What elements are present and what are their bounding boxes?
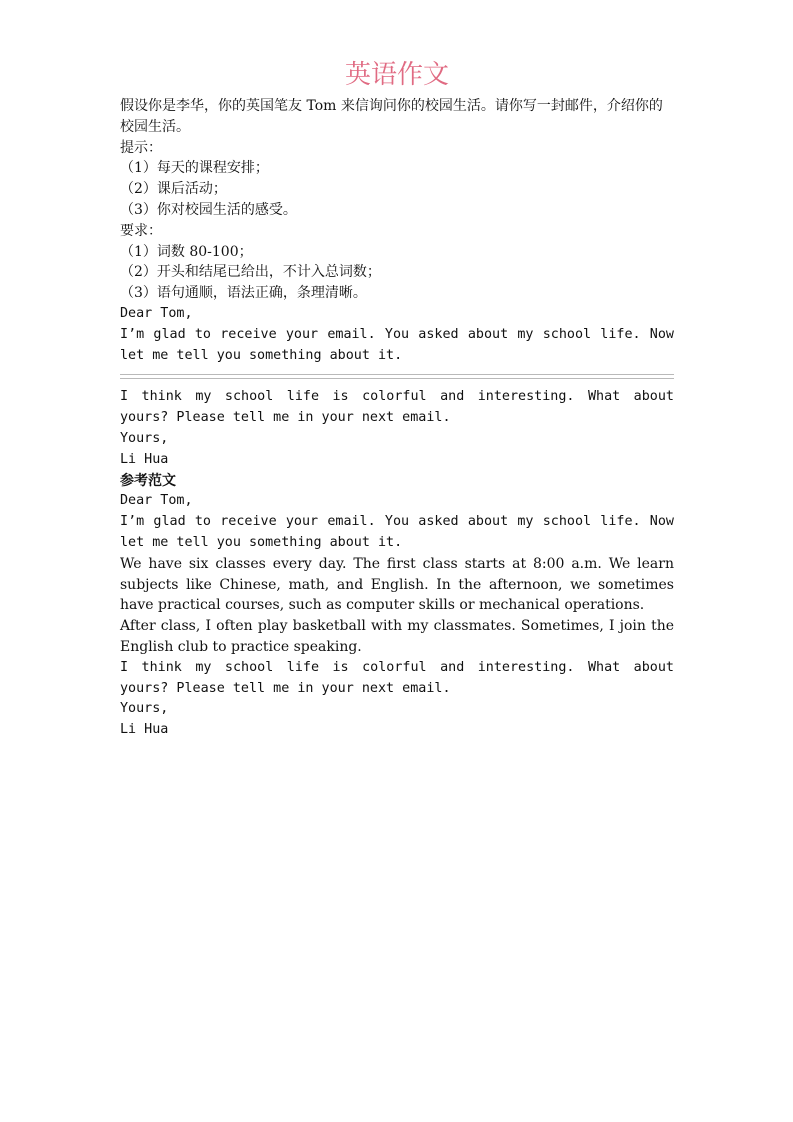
template-signoff: Yours, (120, 430, 169, 446)
sample-closing: I think my school life is colorful and interesting. What about yours? Please tell me in your next email. (120, 659, 683, 696)
sample-greeting: Dear Tom, (120, 493, 193, 509)
prompt-intro: 假设你是李华，你的英国笔友 Tom 来信询问你的校园生活。请你写一封邮件，介绍你的校园生活。 (120, 98, 663, 135)
template-greeting: Dear Tom, (120, 305, 193, 321)
hint-item: （3）你对校园生活的感受。 (120, 201, 297, 218)
document-page (120, 54, 683, 741)
sample-opening: I’m glad to receive your email. You asked about my school life. Now let me tell you something about it. (120, 514, 683, 550)
requirement-label: 要求： (120, 222, 162, 239)
template-name: Li Hua (120, 451, 169, 467)
sample-body-paragraph: We have six classes every day. The first class starts at 8:00 a.m. We learn subjects like Chinese, math, and English. In the afternoon, we sometimes have practical courses, such as computer skills or mechanical operations. (120, 555, 679, 614)
sample-body-paragraph: After class, I often play basketball with my classmates. Sometimes, I join the English club to practice speaking. (120, 618, 679, 655)
hint-item: （1）每天的课程安排； (120, 160, 269, 177)
template-opening: I’m glad to receive your email. You asked about my school life. Now let me tell you something about it. (120, 326, 683, 363)
writing-area-divider (120, 374, 674, 379)
requirement-item: （3）语句通顺，语法正确，条理清晰。 (120, 285, 367, 302)
hint-item: （2）课后活动； (120, 181, 227, 198)
sample-name: Li Hua (120, 722, 169, 738)
template-closing: I think my school life is colorful and interesting. What about yours? Please tell me in your next email. (120, 389, 683, 426)
document-title: 英语作文 (344, 60, 449, 90)
requirement-item: （2）开头和结尾已给出，不计入总词数； (120, 264, 381, 281)
hint-label: 提示： (120, 139, 162, 156)
sample-signoff: Yours, (120, 701, 169, 717)
requirement-item: （1）词数 80-100； (120, 243, 253, 260)
sample-heading: 参考范文 (120, 472, 176, 489)
